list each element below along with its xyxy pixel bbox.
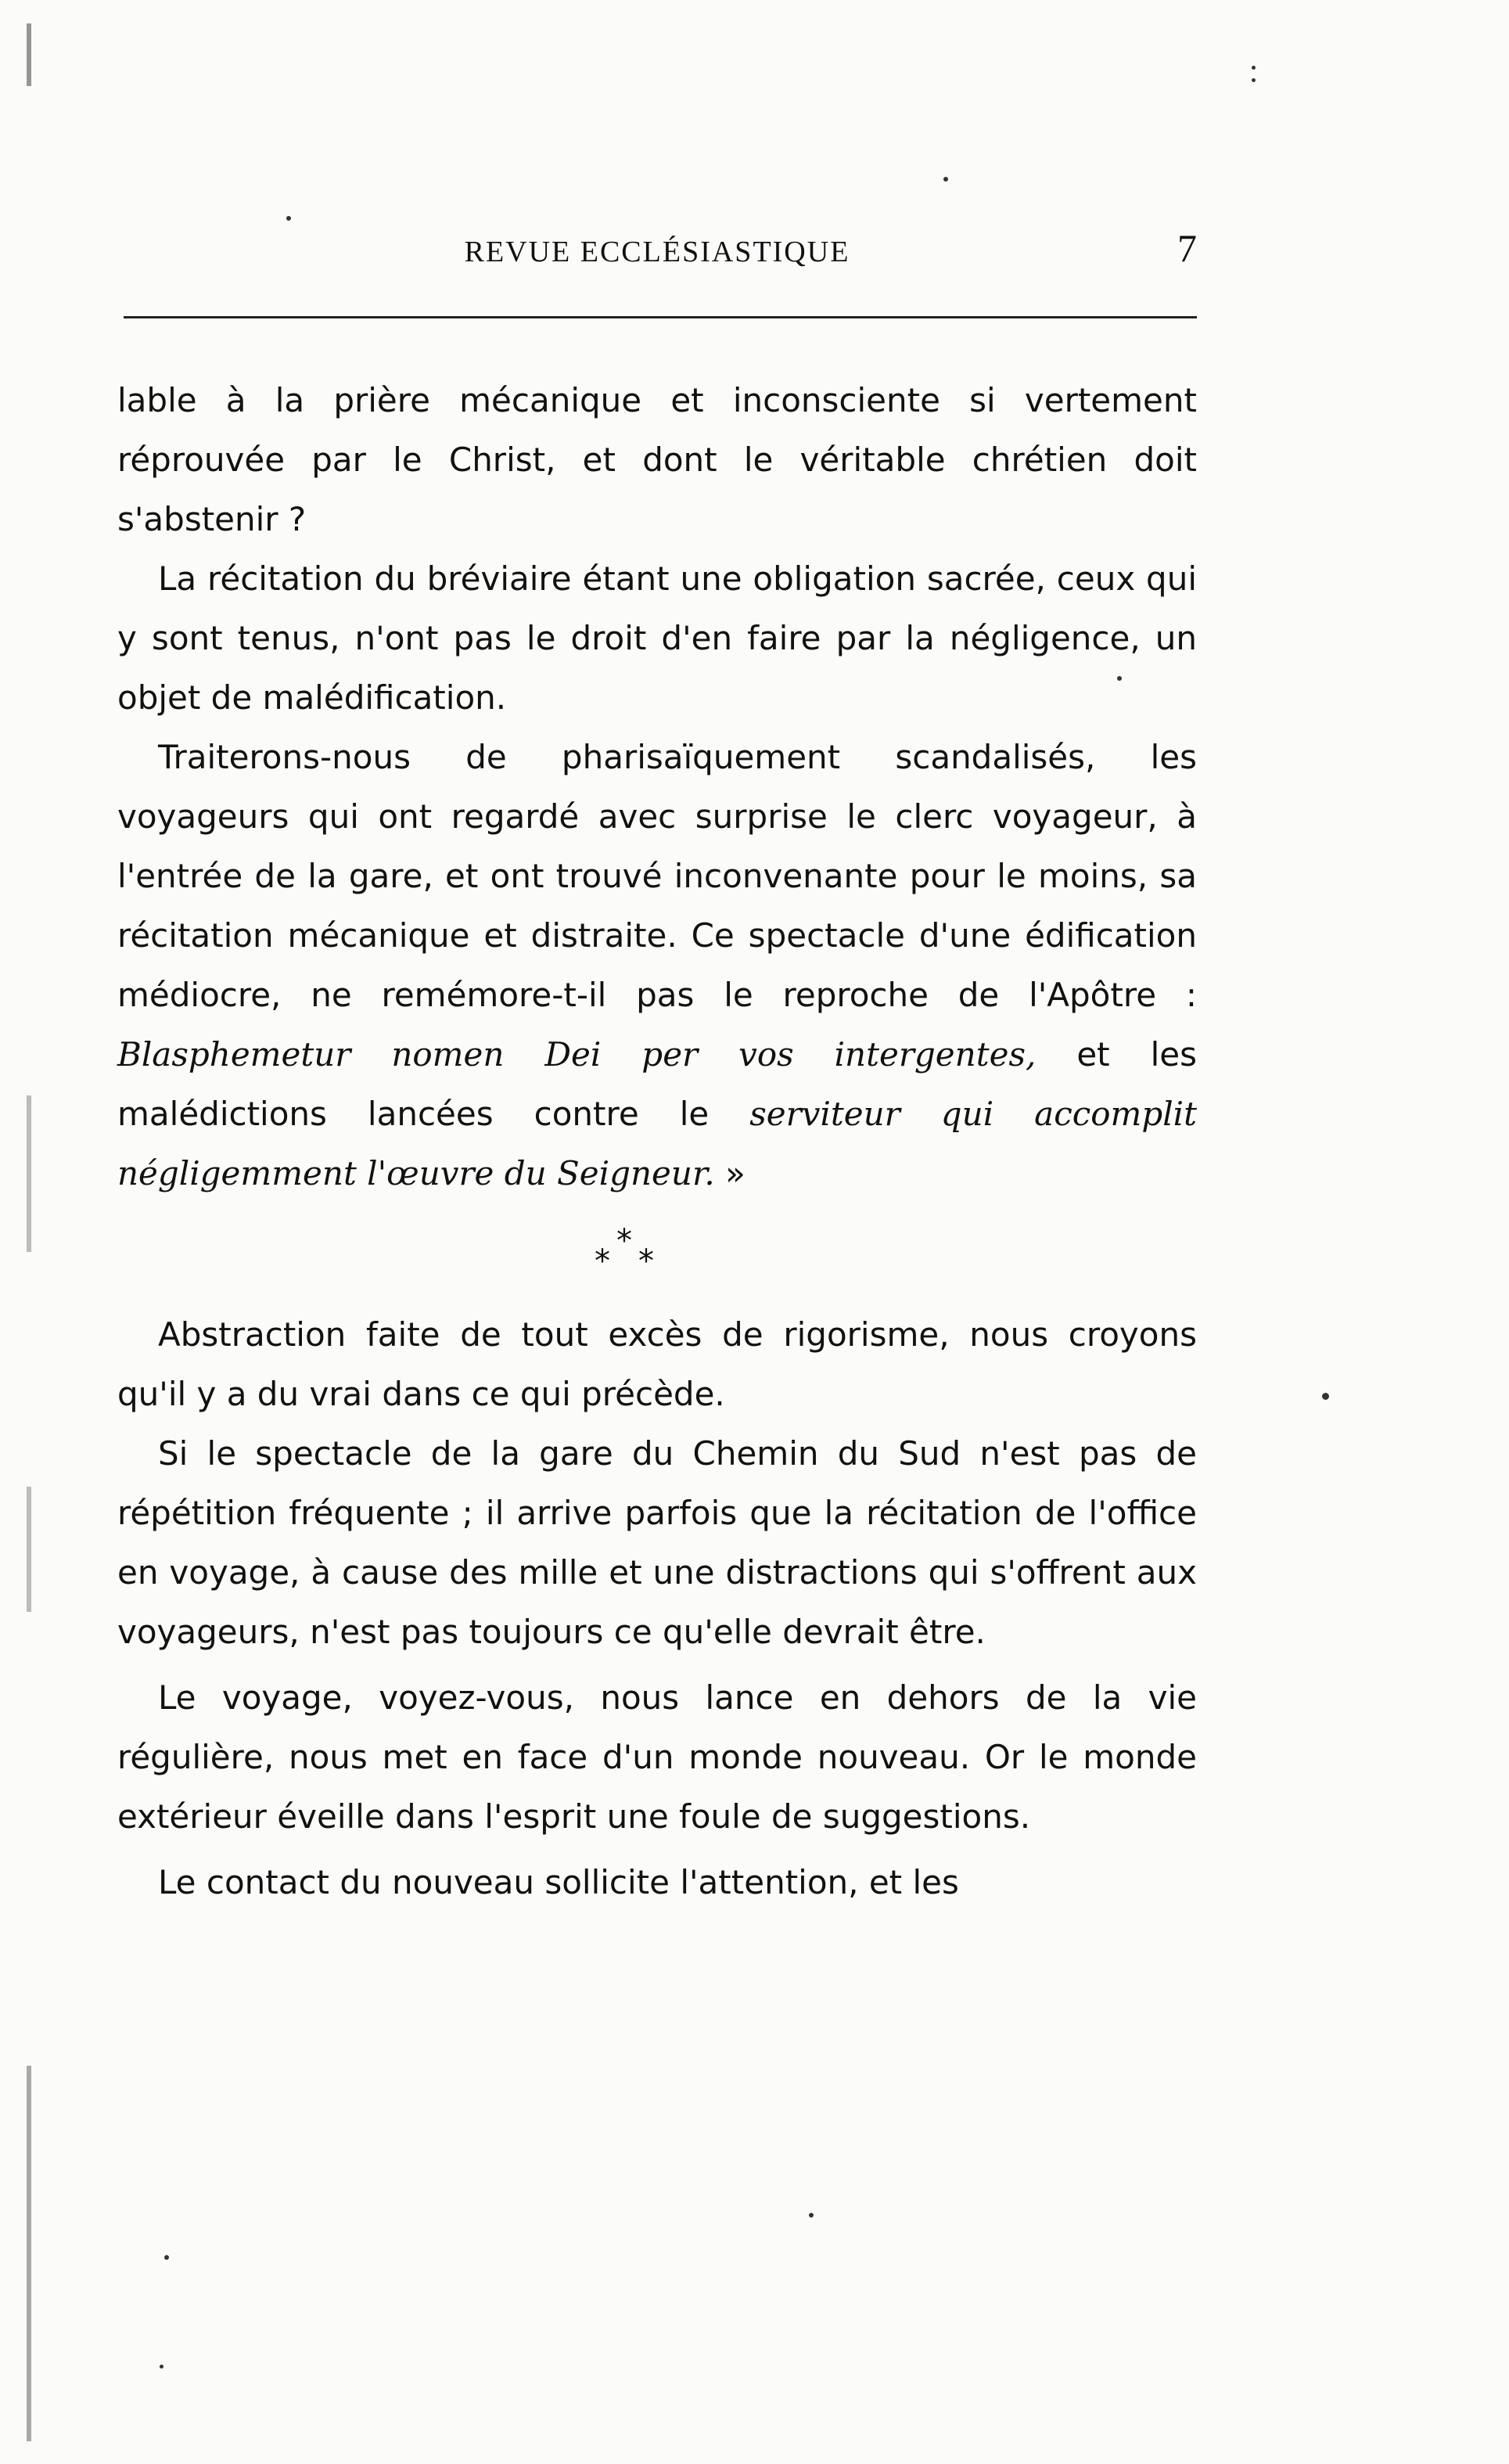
scan-speck — [1322, 1393, 1329, 1400]
header-rule — [124, 316, 1197, 318]
closing-quote: » — [714, 1154, 746, 1192]
paragraph-4: Abstraction faite de tout excès de rigorisme, nous croyons qu'il y a du vrai dans ce qui précède. — [117, 1315, 1197, 1413]
asterisk-top: * — [616, 1223, 632, 1259]
running-head — [117, 227, 1197, 274]
italic-phrase: serviteur qui accomplit négligemment l'œuvre du Seigneur. — [117, 1095, 1197, 1192]
paragraph-2: La récitation du bréviaire étant une obligation sacrée, ceux qui y sont tenus, n'ont pas le droit d'en faire par la négligence, un objet de malédification. — [117, 559, 1197, 717]
body-text — [117, 371, 1197, 1912]
page-number: 7 — [1177, 226, 1197, 270]
scan-speck — [286, 216, 291, 221]
running-title: REVUE ECCLÉSIASTIQUE — [464, 236, 850, 268]
asterisk-right: * — [638, 1243, 654, 1279]
scan-edge-mark — [27, 2066, 31, 2441]
scan-edge-mark — [27, 1095, 31, 1252]
paragraph-1: lable à la prière mécanique et inconsciente si vertement réprouvée par le Christ, et dont le véritable chrétien doit s'abstenir ? — [117, 381, 1197, 538]
scan-edge-mark — [27, 1487, 31, 1612]
asterisk-left: * — [595, 1243, 610, 1279]
scan-speck — [1252, 66, 1256, 70]
scan-speck — [160, 2365, 163, 2369]
scan-speck — [943, 177, 948, 182]
scan-speck — [1252, 78, 1256, 82]
asterism — [117, 1203, 1197, 1305]
scan-speck — [1117, 676, 1122, 681]
scan-edge-mark — [27, 23, 31, 86]
paragraph-5: Si le spectacle de la gare du Chemin du Sud n'est pas de répétition fréquente ; il arrive parfois que la récitation de l'office en voyage, à cause des mille et une distractions qui s'offrent aux voyageurs, n'est pas toujours ce qu'elle devrait être. — [117, 1434, 1197, 1651]
paragraph-7: Le contact du nouveau sollicite l'attention, et les — [158, 1863, 959, 1901]
latin-quote: Blasphemetur nomen Dei per vos intergentes, — [117, 1035, 1037, 1074]
scan-speck — [809, 2213, 814, 2218]
paragraph-3 — [117, 728, 1197, 1203]
paragraph-6: Le voyage, voyez-vous, nous lance en dehors de la vie régulière, nous met en face d'un monde nouveau. Or le monde extérieur éveille dans l'esprit une foule de suggestions. — [117, 1678, 1197, 1836]
scan-speck — [164, 2255, 169, 2260]
paragraph-3-text: Traiterons-nous de pharisaïquement scandalisés, les voyageurs qui ont regardé avec surprise le clerc voyageur, à l'entrée de la gare, et ont trouvé inconvenante pour le moins, sa récitation mécanique et distraite. Ce spectacle d'une édification médiocre, ne remémore-t-il pas le reproche de l'Apôtre : — [117, 738, 1197, 1014]
paragraph-3-text-mid: et les malédictions lancées contre le — [117, 1035, 1197, 1133]
